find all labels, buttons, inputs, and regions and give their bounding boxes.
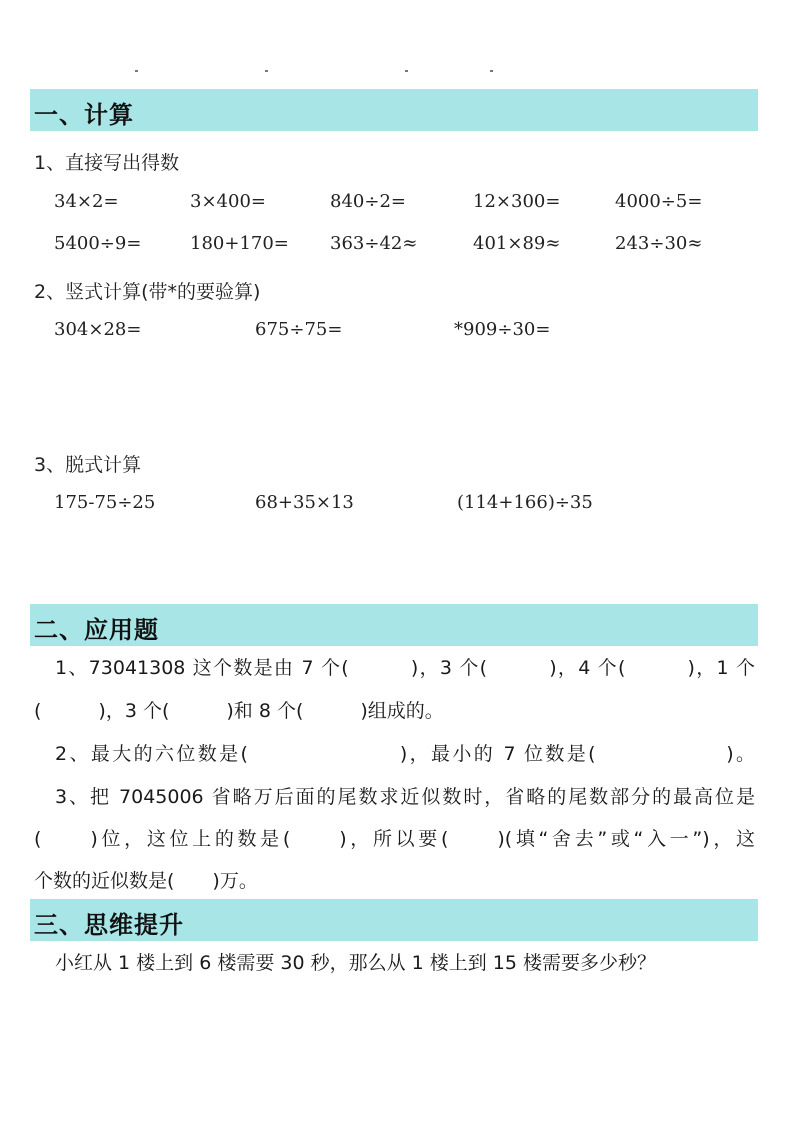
expression: 180+170= bbox=[190, 233, 289, 254]
expression: 363÷42≈ bbox=[330, 233, 418, 254]
expression: 12×300= bbox=[473, 191, 561, 212]
problem-line: 2、最大的六位数是( )，最小的 7 位数是( )。 bbox=[55, 743, 755, 765]
expression: 5400÷9= bbox=[54, 233, 142, 254]
problem-line: 1、73041308 这个数是由 7 个( )，3 个( )，4 个( )，1 个 bbox=[55, 657, 755, 679]
section-title: 一、计算 bbox=[34, 101, 134, 129]
question-heading-vertical-calculation: 2、竖式计算(带*的要验算) bbox=[34, 281, 261, 303]
scan-dots bbox=[0, 70, 800, 78]
expression: 3×400= bbox=[190, 191, 266, 212]
problem-line: 3、把 7045006 省略万后面的尾数求近似数时，省略的尾数部分的最高位是 bbox=[55, 786, 755, 808]
section-title: 三、思维提升 bbox=[34, 911, 184, 939]
expression: 4000÷5= bbox=[615, 191, 703, 212]
expression: 304×28= bbox=[54, 319, 142, 340]
expression: (114+166)÷35 bbox=[457, 492, 593, 513]
expression: 68+35×13 bbox=[255, 492, 354, 513]
expression: 675÷75= bbox=[255, 319, 343, 340]
problem-line: 个数的近似数是( )万。 bbox=[34, 870, 258, 892]
section-header-calculation bbox=[30, 89, 758, 131]
expression: 840÷2= bbox=[330, 191, 406, 212]
section-header-thinking bbox=[30, 899, 758, 941]
problem-line: ( )，3 个( )和 8 个( )组成的。 bbox=[34, 700, 444, 722]
question-heading-step-calculation: 3、脱式计算 bbox=[34, 454, 142, 476]
problem-line: 小红从 1 楼上到 6 楼需要 30 秒，那么从 1 楼上到 15 楼需要多少秒？ bbox=[55, 952, 657, 974]
expression: 243÷30≈ bbox=[615, 233, 703, 254]
section-header-word-problems bbox=[30, 604, 758, 646]
expression: *909÷30= bbox=[454, 319, 551, 340]
problem-line: ( )位，这位上的数是( )，所以要( )(填“舍去”或“入一”)，这 bbox=[34, 828, 755, 850]
section-title: 二、应用题 bbox=[34, 616, 159, 644]
expression: 175-75÷25 bbox=[54, 492, 156, 513]
expression: 34×2= bbox=[54, 191, 119, 212]
question-heading-direct-results: 1、直接写出得数 bbox=[34, 152, 180, 174]
expression: 401×89≈ bbox=[473, 233, 561, 254]
